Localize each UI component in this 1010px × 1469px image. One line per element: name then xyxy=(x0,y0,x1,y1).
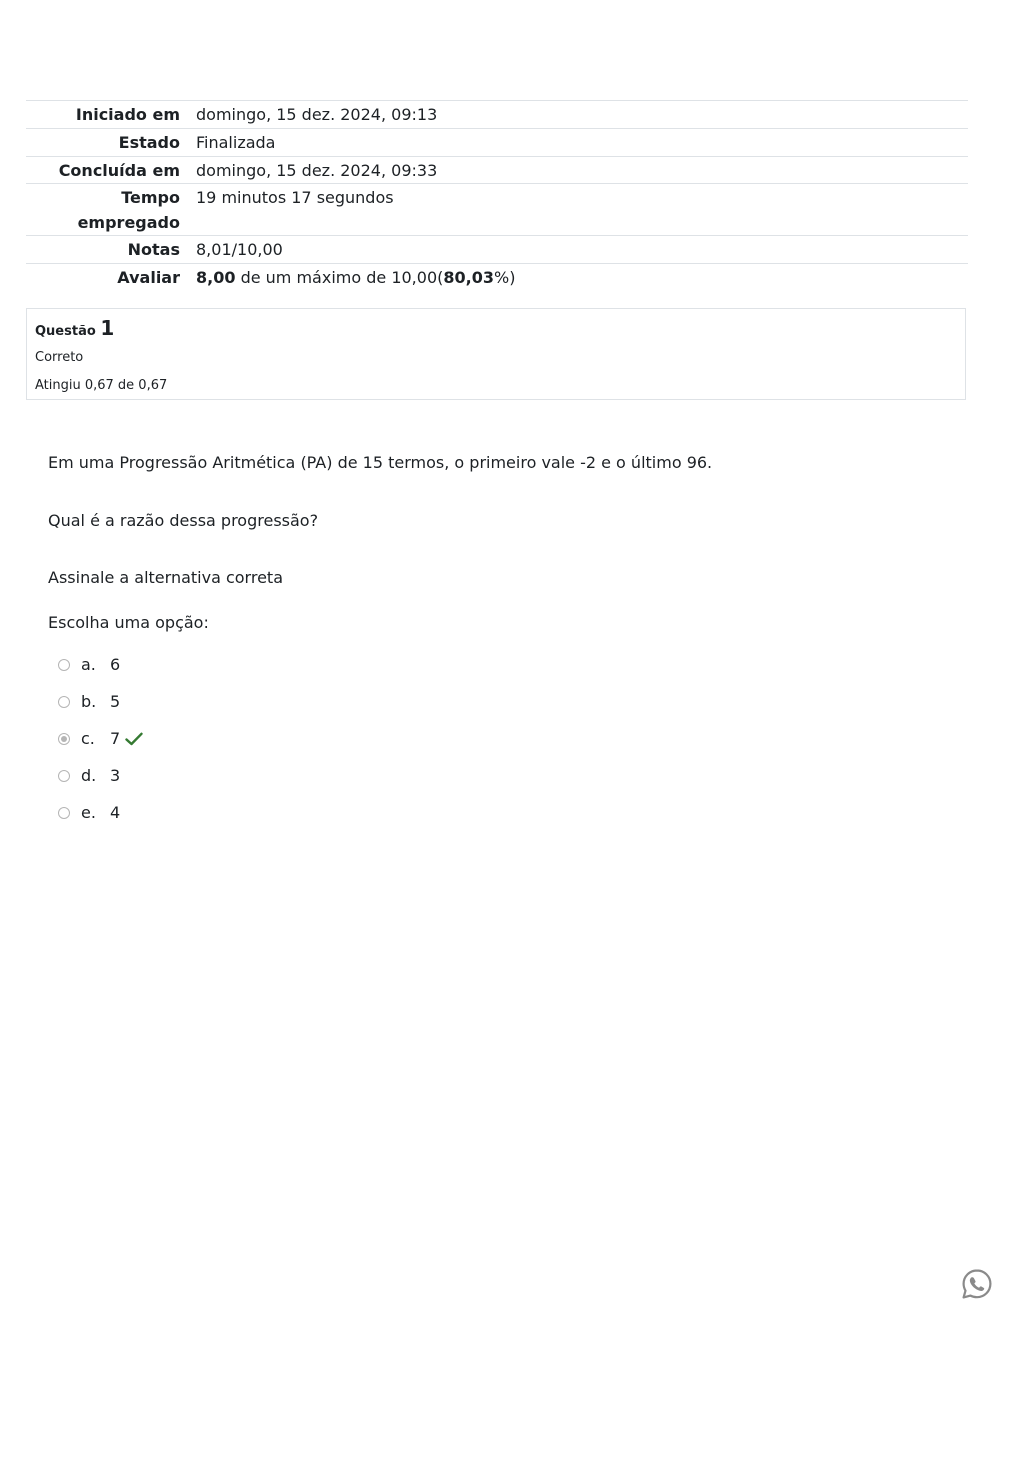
answer-option-a[interactable] xyxy=(56,646,143,683)
answer-letter: e. xyxy=(81,803,96,822)
whatsapp-icon[interactable] xyxy=(961,1268,993,1300)
summary-row-grade-score xyxy=(26,263,968,291)
summary-value: 19 minutos 17 segundos xyxy=(196,188,394,207)
summary-value: 8,01/10,00 xyxy=(196,240,283,259)
question-info-box xyxy=(26,308,966,400)
summary-label: Avaliar xyxy=(117,268,180,287)
question-label: Questão xyxy=(35,324,96,339)
answer-text: 5 xyxy=(110,692,121,711)
summary-row-grades xyxy=(26,235,968,263)
summary-row-started xyxy=(26,100,968,128)
question-text-line: Assinale a alternativa correta xyxy=(48,568,283,587)
summary-label-line: empregado xyxy=(77,213,180,232)
summary-label: Concluída em xyxy=(58,161,180,180)
summary-label-line: Tempo xyxy=(121,188,180,207)
radio-button[interactable] xyxy=(58,696,70,708)
question-grade: Atingiu 0,67 de 0,67 xyxy=(35,378,168,393)
radio-button-selected[interactable] xyxy=(58,733,70,745)
answer-text: 7 xyxy=(110,729,121,748)
summary-row-time-taken xyxy=(26,183,968,235)
summary-value: domingo, 15 dez. 2024, 09:33 xyxy=(196,161,438,180)
radio-button[interactable] xyxy=(58,659,70,671)
question-number-value: 1 xyxy=(100,316,115,340)
answer-text: 3 xyxy=(110,766,121,785)
summary-value: Finalizada xyxy=(196,133,276,152)
answer-option-e[interactable] xyxy=(56,794,143,831)
grade-value: 8,00 xyxy=(196,268,236,287)
summary-value xyxy=(196,264,968,291)
answer-letter: a. xyxy=(81,655,96,674)
question-text-line: Qual é a razão dessa progressão? xyxy=(48,511,319,530)
summary-label: Notas xyxy=(127,240,180,259)
answer-option-d[interactable] xyxy=(56,757,143,794)
summary-label xyxy=(26,184,196,235)
summary-value: domingo, 15 dez. 2024, 09:13 xyxy=(196,105,438,124)
grade-text-end: %) xyxy=(493,268,516,287)
answer-letter: c. xyxy=(81,729,95,748)
grade-text: de um máximo de 10,00( xyxy=(235,268,444,287)
question-number xyxy=(35,317,957,343)
answer-text: 6 xyxy=(110,655,121,674)
summary-row-completed xyxy=(26,156,968,183)
answer-prompt: Escolha uma opção: xyxy=(48,613,209,632)
answer-option-b[interactable] xyxy=(56,683,143,720)
question-text-line: Em uma Progressão Aritmética (PA) de 15 termos, o primeiro vale -2 e o último 96. xyxy=(48,453,713,472)
check-icon xyxy=(125,732,143,746)
question-state: Correto xyxy=(35,350,84,365)
attempt-summary-table xyxy=(26,100,968,291)
summary-label: Estado xyxy=(118,133,180,152)
answer-option-c[interactable] xyxy=(56,720,143,757)
grade-percent: 80,03 xyxy=(443,268,494,287)
summary-label: Iniciado em xyxy=(75,105,180,124)
answer-options xyxy=(56,646,143,831)
answer-text: 4 xyxy=(110,803,121,822)
answer-letter: b. xyxy=(81,692,97,711)
answer-letter: d. xyxy=(81,766,97,785)
radio-button[interactable] xyxy=(58,807,70,819)
radio-button[interactable] xyxy=(58,770,70,782)
summary-row-state xyxy=(26,128,968,156)
